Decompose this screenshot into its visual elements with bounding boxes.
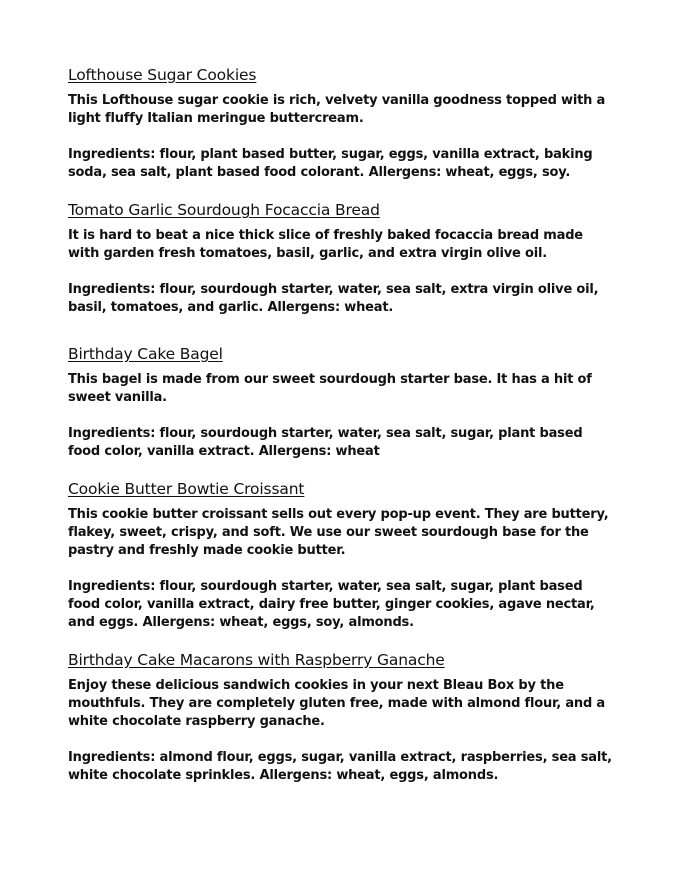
item-ingredients: Ingredients: almond flour, eggs, sugar, vanilla extract, raspberries, sea salt, white chocolate sprinkles. Allergens: wheat, eggs, almonds. — [68, 750, 612, 783]
item-description: Enjoy these delicious sandwich cookies in your next Bleau Box by the mouthfuls. They are completely gluten free, made with almond flour, and a white chocolate raspberry ganache. — [68, 678, 605, 729]
item-ingredients: Ingredients: flour, plant based butter, sugar, eggs, vanilla extract, baking soda, sea salt, plant based food colorant. Allergens: wheat, eggs, soy. — [68, 147, 593, 180]
item-title: Birthday Cake Bagel — [68, 345, 223, 363]
menu-item-birthday-cake-macarons — [68, 650, 613, 785]
menu-item-tomato-garlic-focaccia — [68, 200, 613, 317]
item-title: Cookie Butter Bowtie Croissant — [68, 480, 305, 498]
item-ingredients: Ingredients: flour, sourdough starter, water, sea salt, extra virgin olive oil, basil, tomatoes, and garlic. Allergens: wheat. — [68, 282, 599, 315]
item-ingredients: Ingredients: flour, sourdough starter, water, sea salt, sugar, plant based food color, vanilla extract. Allergens: wheat — [68, 426, 583, 459]
item-description: This Lofthouse sugar cookie is rich, velvety vanilla goodness topped with a light fluffy Italian meringue buttercream. — [68, 93, 606, 126]
menu-item-birthday-cake-bagel — [68, 344, 613, 461]
item-title: Tomato Garlic Sourdough Focaccia Bread — [68, 201, 380, 219]
item-description: It is hard to beat a nice thick slice of freshly baked focaccia bread made with garden fresh tomatoes, basil, garlic, and extra virgin olive oil. — [68, 228, 583, 261]
menu-item-lofthouse-sugar-cookies — [68, 65, 613, 182]
item-title: Birthday Cake Macarons with Raspberry Ganache — [68, 651, 445, 669]
menu-item-cookie-butter-croissant — [68, 479, 613, 632]
item-ingredients: Ingredients: flour, sourdough starter, water, sea salt, sugar, plant based food color, vanilla extract, dairy free butter, ginger cookies, agave nectar, and eggs. Allergens: wheat, eggs, soy, almonds. — [68, 579, 595, 630]
item-description: This cookie butter croissant sells out every pop-up event. They are buttery, flakey, sweet, crispy, and soft. We use our sweet sourdough base for the pastry and freshly made cookie butter. — [68, 507, 609, 558]
item-description: This bagel is made from our sweet sourdough starter base. It has a hit of sweet vanilla. — [68, 372, 592, 405]
item-title: Lofthouse Sugar Cookies — [68, 66, 257, 84]
